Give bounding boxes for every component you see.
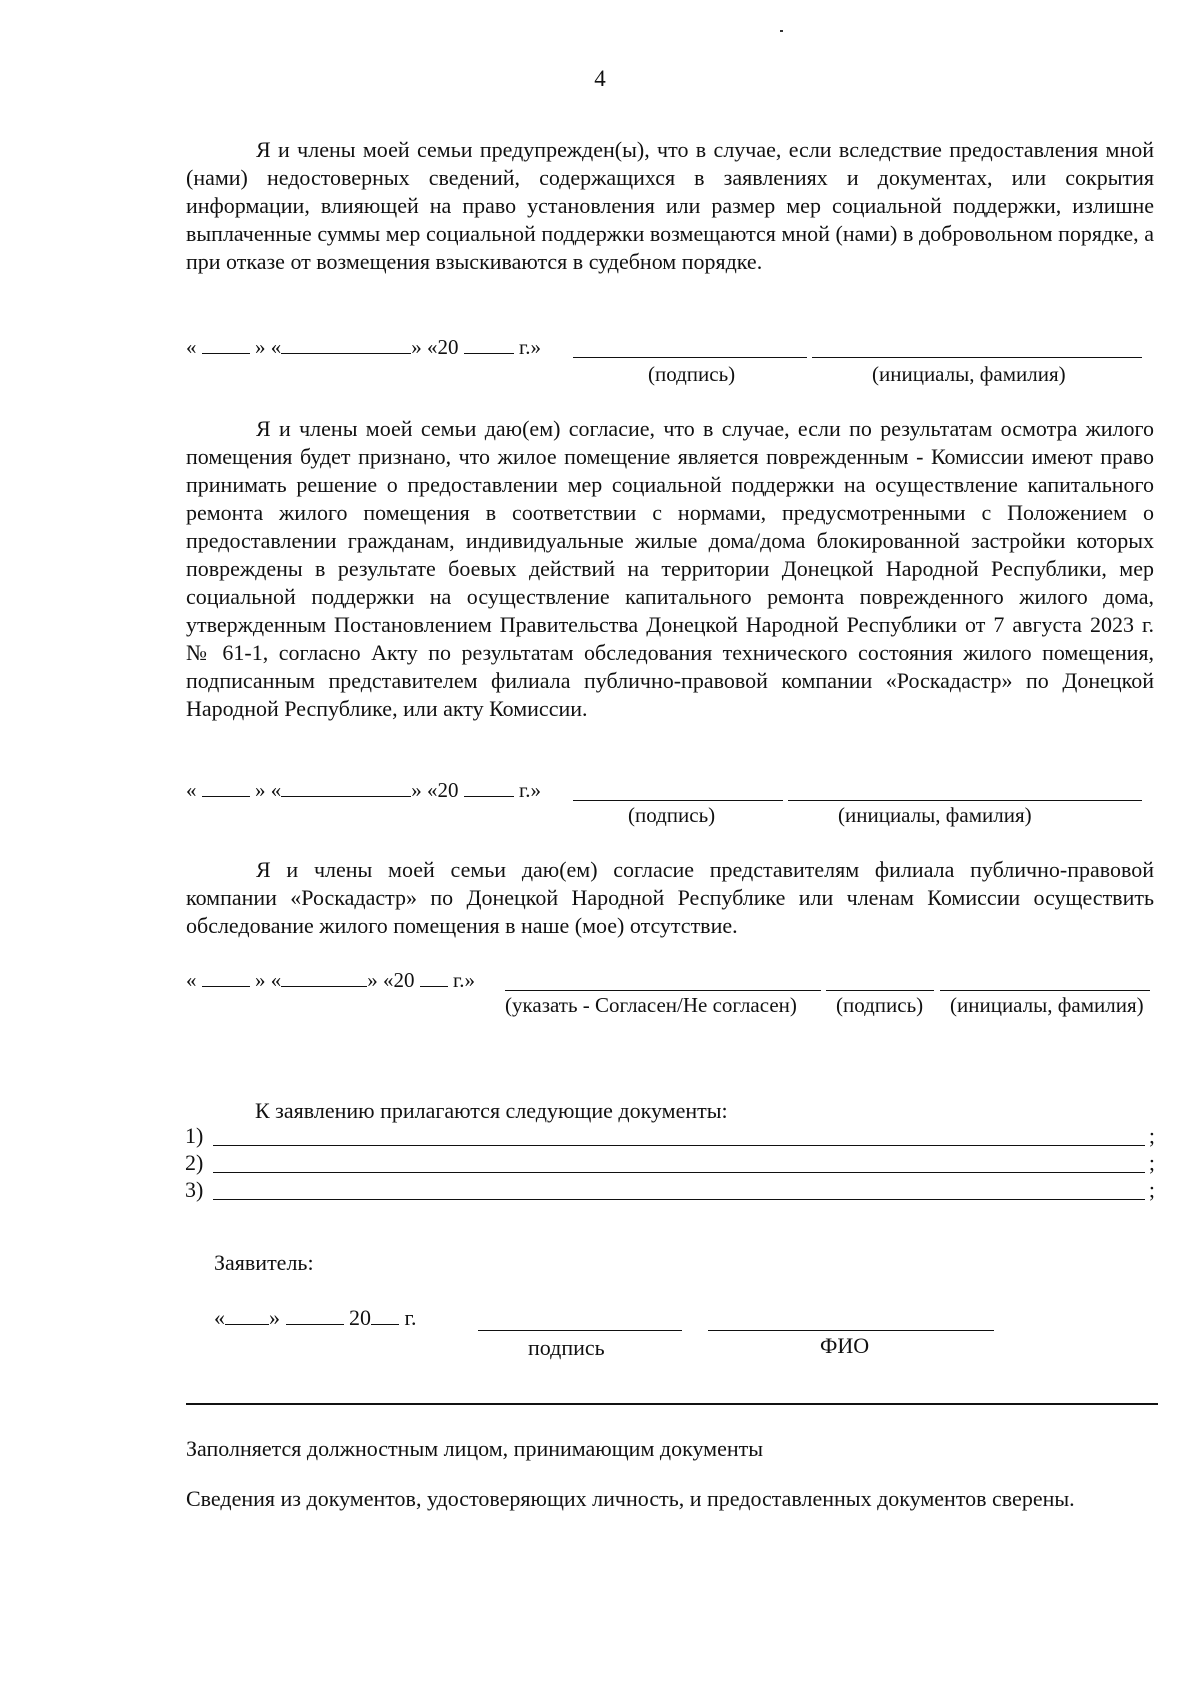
year-suffix: г.» xyxy=(519,335,541,359)
consent-inspection-paragraph xyxy=(186,856,1154,940)
attachment-number-3: 3) xyxy=(185,1177,204,1202)
page-number: 4 xyxy=(594,66,606,91)
agree-caption: (указать - Согласен/Не согласен) xyxy=(505,993,797,1017)
signature-caption-3: (подпись) xyxy=(836,993,924,1017)
attachment-line-1[interactable] xyxy=(213,1145,1145,1146)
quote-mid: » « xyxy=(255,335,282,359)
attachment-line-3[interactable] xyxy=(213,1199,1145,1200)
attachment-row-3[interactable] xyxy=(185,1177,1155,1205)
quote-open: « xyxy=(186,778,197,802)
applicant-signature-line[interactable] xyxy=(478,1330,682,1331)
initials-line-1[interactable] xyxy=(812,357,1142,358)
initials-line-3[interactable] xyxy=(940,990,1150,991)
year-prefix: » «20 xyxy=(411,335,459,359)
applicant-month-blank[interactable] xyxy=(286,1306,344,1325)
year-blank[interactable] xyxy=(420,968,448,987)
scan-speck xyxy=(780,30,783,32)
initials-line-2[interactable] xyxy=(788,800,1142,801)
applicant-label: Заявитель: xyxy=(214,1250,314,1275)
initials-caption-1: (инициалы, фамилия) xyxy=(872,362,1066,386)
year-suffix: г.» xyxy=(519,778,541,802)
warning-text: Я и члены моей семьи предупрежден(ы), что в случае, если вследствие предоставления мной (нами) недостоверных сведений, содержащихся в заявлениях и документах, или сокрытия информации, влияющей на право установления или размер мер социальной поддержки, излишне выплаченные суммы мер социальной поддержки возмещаются мной (нами) в добровольном порядке, а при отказе от возмещения взыскиваются в судебном порядке. xyxy=(186,137,1154,274)
attachment-number-1: 1) xyxy=(185,1123,204,1148)
day-blank[interactable] xyxy=(202,335,250,354)
day-blank[interactable] xyxy=(202,778,250,797)
quote-close: » xyxy=(269,1305,280,1330)
consent-inspection-text: Я и члены моей семьи даю(ем) согласие представителям филиала публично-правовой компании «Роскадастр» по Донецкой Народной Республике или членам Комиссии осуществить обследование жилого помещения в наше (мое) отсутствие. xyxy=(186,857,1154,938)
applicant-name-line[interactable] xyxy=(708,1330,994,1331)
official-note: Заполняется должностным лицом, принимающим документы xyxy=(186,1436,764,1461)
quote-mid: » « xyxy=(255,968,282,992)
signature-line-3[interactable] xyxy=(826,990,934,991)
attachment-line-2[interactable] xyxy=(213,1172,1145,1173)
attachment-semicolon: ; xyxy=(1148,1177,1155,1202)
attachment-number-2: 2) xyxy=(185,1150,204,1175)
applicant-year: 20 xyxy=(349,1305,371,1330)
applicant-year-blank[interactable] xyxy=(371,1306,399,1325)
year-suffix: г.» xyxy=(453,968,475,992)
attachment-semicolon: ; xyxy=(1148,1123,1155,1148)
section-divider xyxy=(186,1403,1158,1405)
month-blank[interactable] xyxy=(281,778,411,797)
applicant-day-blank[interactable] xyxy=(225,1306,269,1325)
attachments-heading: К заявлению прилагаются следующие документы: xyxy=(255,1098,728,1123)
verification-paragraph xyxy=(186,1484,1154,1513)
month-blank[interactable] xyxy=(281,968,367,987)
signature-line-1[interactable] xyxy=(573,357,807,358)
day-blank[interactable] xyxy=(202,968,250,987)
date-signature-row-3 xyxy=(186,968,475,993)
consent-repair-paragraph xyxy=(186,415,1154,723)
quote-open: « xyxy=(186,968,197,992)
signature-line-2[interactable] xyxy=(573,800,783,801)
attachment-semicolon: ; xyxy=(1148,1150,1155,1175)
signature-caption-1: (подпись) xyxy=(648,362,736,386)
year-prefix: » «20 xyxy=(367,968,415,992)
signature-caption-2: (подпись) xyxy=(628,803,716,827)
attachment-row-1[interactable] xyxy=(185,1123,1155,1151)
date-signature-row-2 xyxy=(186,778,541,803)
verification-text: Сведения из документов, удостоверяющих личность, и предоставленных документов сверены. xyxy=(186,1486,1075,1511)
date-signature-row-1 xyxy=(186,335,541,360)
initials-caption-3: (инициалы, фамилия) xyxy=(950,993,1144,1017)
quote-mid: » « xyxy=(255,778,282,802)
year-prefix: » «20 xyxy=(411,778,459,802)
applicant-signature-caption: подпись xyxy=(528,1335,605,1360)
attachment-row-2[interactable] xyxy=(185,1150,1155,1178)
applicant-year-suffix: г. xyxy=(404,1305,417,1330)
quote-open: « xyxy=(186,335,197,359)
year-blank[interactable] xyxy=(464,778,514,797)
year-blank[interactable] xyxy=(464,335,514,354)
warning-paragraph xyxy=(186,136,1154,276)
agree-line[interactable] xyxy=(505,990,821,991)
applicant-name-caption: ФИО xyxy=(820,1333,870,1358)
initials-caption-2: (инициалы, фамилия) xyxy=(838,803,1032,827)
applicant-date-row xyxy=(214,1305,417,1331)
month-blank[interactable] xyxy=(281,335,411,354)
quote-open: « xyxy=(214,1305,225,1330)
consent-repair-text: Я и члены моей семьи даю(ем) согласие, что в случае, если по результатам осмотра жилого помещения будет признано, что жилое помещение является поврежденным - Комиссии имеют право принимать решение о предоставлении мер социальной поддержки на осуществление капитального ремонта жилого помещения в соответствии с нормами, предусмотренными с Положением о предоставлении гражданам, индивидуальные жилые дома/дома блокированной застройки которых повреждены в результате боевых действий на территории Донецкой Народной Республики, мер социальной поддержки на осуществление капитального ремонта поврежденного жилого дома, утвержденным Постановлением Правительства Донецкой Народной Республики от 7 августа 2023 г. № 61-1, согласно Акту по результатам обследования технического состояния жилого помещения, подписанным представителем филиала публично-правовой компании «Роскадастр» по Донецкой Народной Республике, или акту Комиссии. xyxy=(186,416,1154,721)
